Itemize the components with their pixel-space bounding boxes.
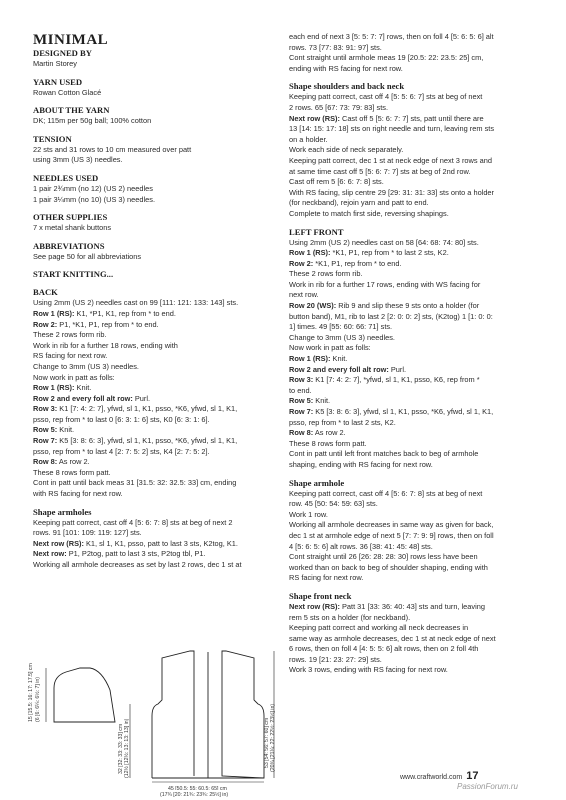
instruction-line [289,449,539,460]
shoulders-section [289,92,539,219]
shoulders-heading: Shape shoulders and back neck [289,81,405,92]
instruction-text: (for neckband), rejoin yarn and patt to end. [289,198,429,208]
instruction-line [289,64,539,75]
instruction-text: Keeping patt correct, dec 1 st at neck edge of next 3 rows and [289,155,492,165]
supplies-text: 7 x metal shank buttons [33,223,112,233]
instruction-text: *K1, P1, rep from * to last 2 sts, K2. [330,248,449,258]
pattern-title: MINIMAL [33,32,109,48]
instruction-text: psso, rep from * to last 2 sts, K2. [289,417,396,427]
instruction-line [33,351,285,362]
row-label: Row 7: [289,407,314,416]
instruction-text: *K1, P1, rep from * to end. [313,258,402,268]
instruction-line [289,301,539,312]
instruction-text: psso, rep from * to last 0 [6: 3: 1: 6] sts, K0 [6: 3: 1: 6]. [33,414,210,424]
row-label: Row 2 and every foll alt row: [289,364,389,374]
instruction-line [289,655,539,666]
back-heading: BACK [33,287,58,298]
instruction-text: Knit. [330,354,348,364]
schematic-diagram [18,618,278,790]
instruction-line [289,312,539,323]
instruction-line [289,386,539,397]
instruction-line [289,354,539,365]
instruction-line [289,103,539,114]
instruction-line [289,375,539,386]
instruction-line [33,489,285,500]
instruction-text: Now work in patt as folls: [33,372,115,382]
instruction-text: Now work in patt as folls: [289,343,371,353]
needles-heading: NEEDLES USED [33,172,99,183]
instruction-line [289,489,539,500]
instruction-line [289,209,539,220]
instruction-text: Cast off rem 5 [6: 6: 7: 8] sts. [289,177,384,187]
instruction-text: Work in rib for a further 17 rows, ending with WS facing for [289,279,481,289]
instruction-line [33,362,285,373]
instruction-text: Work 3 rows, ending with RS facing for next row. [289,665,448,675]
instruction-line [289,156,539,167]
instruction-text: shaping, ending with RS facing for next row. [289,459,433,469]
instruction-text: Working all armhole decreases in same way as given for back, [289,520,494,530]
instruction-line [289,32,539,43]
instruction-line [33,478,285,489]
instruction-line [289,613,539,624]
instruction-line [33,404,285,415]
instruction-text: Rib 9 and slip these 9 sts onto a holder (for [336,301,480,311]
row-label: Row 5: [289,396,314,406]
back-section [33,298,285,499]
instruction-line [33,549,285,560]
instruction-text: 1] times. 49 [55: 60: 66: 71] sts. [289,322,393,332]
instruction-text: each end of next 3 [5: 5: 7: 7] rows, then on foll 4 [5: 6: 5: 6] alt [289,32,494,41]
instruction-text: on a holder. [289,134,328,144]
yarn-name: Rowan Cotton Glacé [33,87,102,97]
armholes-heading: Shape armholes [33,506,92,517]
row-label: Next row (RS): [33,538,84,548]
instruction-line [289,124,539,135]
instruction-line [289,322,539,333]
body-length-label: 32 [32: 33: 33: 33] cm [118,723,124,774]
instruction-line [289,623,539,634]
instruction-text: Keeping patt correct and working all neck decreases in [289,623,469,633]
designed-by-heading: DESIGNED BY [33,48,92,58]
instruction-text: ending with RS facing for next row. [289,63,403,73]
instruction-text: K1 [7: 4: 2: 7], *yfwd, sl 1, K1, psso, K6, rep from * [313,375,480,385]
instruction-text: Work each side of neck separately. [289,145,404,155]
instruction-text: K5 [3: 8: 6: 3], yfwd, sl 1, K1, psso, *K6, yfwd, sl 1, K1, [57,436,238,446]
needles-line: 1 pair 2¾mm (no 12) (US 2) needles [33,183,153,193]
instruction-text: 2 rows. 65 [67: 73: 79: 83] sts. [289,102,389,112]
instruction-text: Cast off 5 [5: 6: 7: 7] sts, patt until there are [339,113,484,123]
front-neck-heading: Shape front neck [289,590,352,601]
instruction-line [289,563,539,574]
instruction-text: With RS facing, slip centre 29 [29: 31: 31: 33] sts onto a holder [289,187,495,197]
row-label: Row 8: [33,457,58,467]
instruction-line [289,198,539,209]
instruction-text: K1, *P1, K1, rep from * to end. [74,308,176,318]
instruction-line [289,602,539,613]
instruction-text: K1 [7: 4: 2: 7], yfwd, sl 1, K1, psso, *K6, yfwd, sl 1, K1, [57,404,238,414]
instruction-text: next row. [289,290,319,300]
instruction-line [289,542,539,553]
instruction-line [33,298,285,309]
instruction-line [289,135,539,146]
row-label: Row 2: [289,258,314,268]
instruction-line [289,510,539,521]
row-label: Row 7: [33,436,58,446]
instruction-line [289,396,539,407]
instruction-line [289,520,539,531]
instruction-line [33,457,285,468]
instruction-line [33,373,285,384]
sleeve-outline [54,668,115,722]
instruction-line [33,560,285,571]
instruction-line [289,343,539,354]
instruction-line [289,634,539,645]
instruction-text: Change to 3mm (US 3) needles. [33,361,139,371]
instruction-text: 4 [5: 6: 5: 6] alt rows. 36 [38: 41: 45: 48] sts. [289,541,433,551]
instruction-line [33,447,285,458]
instruction-text: with RS facing for next row. [33,489,123,499]
sleeve-length-label: 15 [15.5: 16: 17: 17.5] cm [28,663,34,722]
instruction-text: rows. 73 [77: 83: 91: 97] sts. [289,42,382,52]
instruction-line [33,436,285,447]
instruction-text: Purl. [132,393,151,403]
instruction-line [289,188,539,199]
instruction-line [289,167,539,178]
instruction-line [289,269,539,280]
instruction-text: Cont in patt until back meas 31 [31.5: 32: 32.5: 33] cm, ending [33,478,237,488]
armhole-depth-label: 53 [54: 56: 57: 60] cm [264,717,270,768]
row-label: Row 5: [33,425,58,435]
instruction-line [289,573,539,584]
instruction-text: Cont in patt until left front matches back to beg of armhole [289,449,479,459]
instruction-line [33,528,285,539]
instruction-line [33,320,285,331]
supplies-heading: OTHER SUPPLIES [33,212,108,223]
instruction-text: K1, sl 1, K1, psso, patt to last 3 sts, K2tog, K1. [83,538,238,548]
body-length-label-in: (12½ [12½: 13: 13: 13] in) [124,718,130,778]
instruction-line [289,145,539,156]
row-label: Row 20 (WS): [289,301,337,311]
instruction-text: Keeping patt correct, cast off 4 [5: 6: 7: 8] sts at beg of next [289,488,483,498]
instruction-text: 13 [14: 15: 17: 18] sts on right needle and turn, leaving rem sts [289,124,495,134]
instruction-line [289,644,539,655]
instruction-text: These 8 rows form patt. [33,467,111,477]
instruction-text: 6 rows, then on foll 4 [4: 5: 5: 6] alt rows, then on 2 foll 4th [289,644,479,654]
instruction-line [289,439,539,450]
instruction-line [289,92,539,103]
instruction-line [33,309,285,320]
instruction-text: Change to 3mm (US 3) needles. [289,332,395,342]
instruction-text: row. 45 [50: 54: 59: 63] sts. [289,499,378,509]
yarn-used-heading: YARN USED [33,76,83,87]
front-armhole-section [289,489,539,584]
instruction-text: Knit. [57,425,75,435]
instruction-line [289,177,539,188]
instruction-text: rows. 19 [21: 23: 27: 29] sts. [289,654,382,664]
start-knitting-heading: START KNITTING... [33,269,114,280]
instruction-line [289,53,539,64]
row-label: Row 1 (RS): [289,248,331,258]
website-link[interactable]: www.craftworld.com [400,774,463,781]
instruction-line [289,290,539,301]
tension-heading: TENSION [33,133,72,144]
instruction-text: P1, P2tog, patt to last 3 sts, P2tog tbl, P1. [66,549,206,559]
row-label: Row 1 (RS): [33,308,75,318]
instruction-text: Work 1 row. [289,509,328,519]
instruction-text: worked than on back to beg of shoulder shaping, ending with [289,562,488,572]
tension-line: using 3mm (US 3) needles. [33,155,123,165]
row-label: Row 1 (RS): [33,383,75,393]
instruction-text: rem 5 sts on a holder (for neckband). [289,612,411,622]
instruction-text: rows. 91 [101: 109: 119: 127] sts. [33,528,142,538]
width-label: 45 [50.5: 55: 60.5: 65] cm [168,786,227,790]
abbreviations-text: See page 50 for all abbreviations [33,251,142,261]
row-label: Row 1 (RS): [289,354,331,364]
instruction-line [33,330,285,341]
page-number: 17 [466,770,479,782]
instruction-text: RS facing for next row. [289,573,364,583]
armholes-section [33,518,285,571]
instruction-text: Patt 31 [33: 36: 40: 43] sts and turn, leaving [339,601,485,611]
designer-name: Martin Storey [33,59,77,68]
instruction-line [33,383,285,394]
instruction-text: As row 2. [313,428,346,438]
instruction-line [289,665,539,676]
watermark: PassionForum.ru [457,782,518,791]
instruction-text: Cont straight until 26 [26: 28: 28: 30] rows less have been [289,552,478,562]
instruction-text: dec 1 st at armhole edge of next 5 [7: 7: 9: 9] rows, then on foll [289,530,494,540]
instruction-line [289,407,539,418]
row-label: Next row: [33,549,67,559]
instruction-text: Using 2mm (US 2) needles cast on 99 [111: 121: 133: 143] sts. [33,298,239,308]
instruction-line [33,394,285,405]
instruction-text: Knit. [74,383,92,393]
abbreviations-heading: ABBREVIATIONS [33,240,105,251]
instruction-text: at same time cast off 5 [5: 6: 7: 7] sts at beg of 2nd row. [289,166,471,176]
instruction-line [289,238,539,249]
instruction-text: Working all armhole decreases as set by last 2 rows, dec 1 st at [33,560,242,569]
instruction-line [33,341,285,352]
instruction-text: Work in rib for a further 18 rows, ending with [33,340,178,350]
row-label: Row 2: [33,319,58,329]
instruction-text: Keeping patt correct, cast off 4 [5: 5: 6: 7] sts at beg of next [289,92,483,102]
page-footer [400,770,478,782]
instruction-line [289,114,539,125]
sleeve-length-label-in: (6 [6: 6¼: 6½: 7] in) [35,677,41,722]
needles-line: 1 pair 3¼mm (no 10) (US 3) needles. [33,194,155,204]
left-column [33,32,285,571]
instruction-line [289,248,539,259]
row-label: Row 8: [289,428,314,438]
instruction-line [289,43,539,54]
row-label: Row 2 and every foll alt row: [33,393,133,403]
instruction-line [33,518,285,529]
instruction-line [289,280,539,291]
instruction-line [289,460,539,471]
instruction-text: Knit. [313,396,331,406]
about-yarn-heading: ABOUT THE YARN [33,105,110,116]
instruction-line [33,468,285,479]
front-armhole-heading: Shape armhole [289,477,345,488]
instruction-line [289,259,539,270]
instruction-line [33,415,285,426]
instruction-text: button band), M1, rib to last 2 [2: 0: 0: 2] sts, (K2tog) 1 [1: 0: 0: [289,311,493,321]
tension-line: 22 sts and 31 rows to 10 cm measured over patt [33,144,192,154]
left-front-heading: LEFT FRONT [289,226,344,237]
instruction-text: These 2 rows form rib. [289,269,363,279]
instruction-text: Complete to match first side, reversing shapings. [289,208,449,218]
armhole-depth-label-in: (20¾ [21¼: 22: 22½: 23½] in) [270,703,276,772]
instruction-line [289,333,539,344]
instruction-text: to end. [289,385,312,395]
instruction-text: psso, rep from * to last 4 [2: 7: 5: 2] sts, K4 [2: 7: 5: 2]. [33,446,210,456]
instruction-text: Purl. [388,364,407,374]
back-continued-section [289,32,539,74]
instruction-line [289,552,539,563]
row-label: Row 3: [289,375,314,385]
instruction-text: Using 2mm (US 2) needles cast on 58 [64: 68: 74: 80] sts. [289,237,479,247]
instruction-line [289,418,539,429]
row-label: Next row (RS): [289,601,340,611]
instruction-line [33,425,285,436]
instruction-text: same way as armhole decreases, dec 1 st at neck edge of next [289,633,496,643]
instruction-line [289,428,539,439]
right-column [289,32,539,676]
row-label: Next row (RS): [289,113,340,123]
instruction-text: These 2 rows form rib. [33,330,107,340]
instruction-text: K5 [3: 8: 6: 3], yfwd, sl 1, K1, psso, *K6, yfwd, sl 1, K1, [313,407,494,416]
row-label: Row 3: [33,404,58,414]
instruction-text: RS facing for next row. [33,351,108,361]
instruction-line [33,539,285,550]
instruction-line [289,531,539,542]
instruction-text: P1, *K1, P1, rep from * to end. [57,319,159,329]
instruction-line [289,499,539,510]
instruction-text: Cont straight until armhole meas 19 [20.5: 22: 23.5: 25] cm, [289,53,484,63]
instruction-text: Keeping patt correct, cast off 4 [5: 6: 7: 8] sts at beg of next 2 [33,517,233,527]
width-label-in: (17¾ [20: 21¾: 23¾: 25½] in) [160,792,229,798]
instruction-text: As row 2. [57,457,90,467]
instruction-line [289,365,539,376]
left-front-section [289,238,539,471]
instruction-text: These 8 rows form patt. [289,438,367,448]
about-yarn-text: DK; 115m per 50g ball; 100% cotton [33,116,152,126]
front-neck-section [289,602,539,676]
